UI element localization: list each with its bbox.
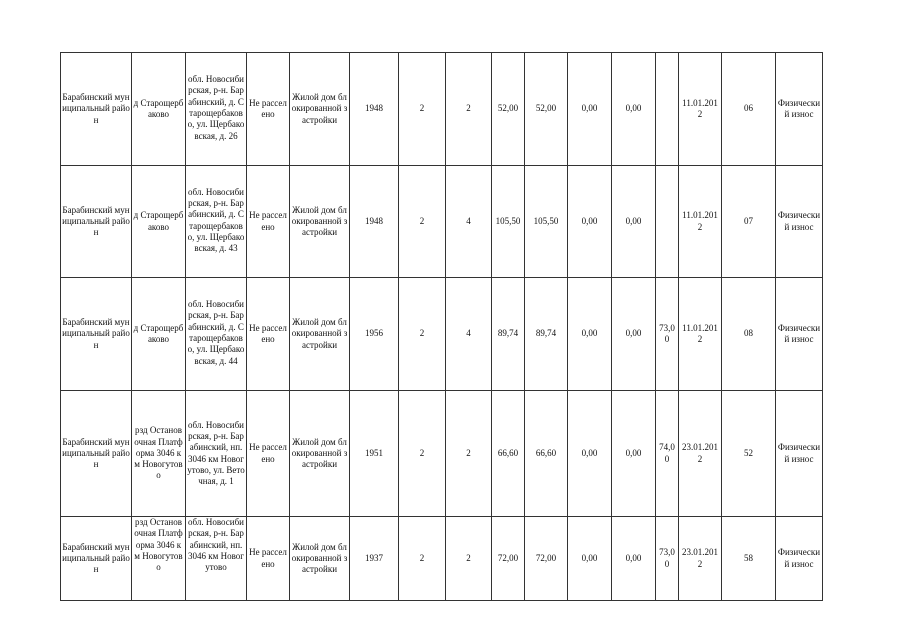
- district-cell: Барабинский муниципальный район: [61, 166, 132, 278]
- district-cell: Барабинский муниципальный район: [61, 53, 132, 166]
- type-cell: Жилой дом блокированной застройки: [290, 53, 350, 166]
- area-b-cell: 0,00: [612, 391, 656, 517]
- area-a-cell: 0,00: [568, 391, 612, 517]
- address-text: обл. Новосибирская, р-н. Барабинский, д. Старощербаково, ул. Щербаковская, д. 26: [187, 74, 245, 141]
- table-row: [61, 53, 823, 166]
- number-cell: 58: [722, 517, 776, 601]
- year-cell: 1951: [350, 391, 399, 517]
- address-text: обл. Новосибирская, р-н. Барабинский, д. Старощербаково, ул. Щербаковская, д. 43: [187, 186, 245, 254]
- area-living-cell: 89,74: [525, 278, 568, 391]
- district-cell: Барабинский муниципальный район: [61, 517, 132, 601]
- housing-table: [60, 52, 823, 601]
- area-total-cell: 52,00: [492, 53, 525, 166]
- address-cell: [186, 517, 247, 601]
- area-b-cell: 0,00: [612, 517, 656, 601]
- address-cell: [186, 391, 247, 517]
- date-cell: 11.01.2012: [679, 278, 722, 391]
- floors-cell: 2: [399, 517, 446, 601]
- year-cell: 1948: [350, 53, 399, 166]
- floors-cell: 2: [399, 391, 446, 517]
- address-cell: [186, 278, 247, 391]
- floors-cell: 2: [399, 166, 446, 278]
- year-cell: 1956: [350, 278, 399, 391]
- number-cell: 07: [722, 166, 776, 278]
- area-a-cell: 0,00: [568, 278, 612, 391]
- housing-table-body: [61, 53, 823, 601]
- area-living-cell: 105,50: [525, 166, 568, 278]
- number-cell: 06: [722, 53, 776, 166]
- status-cell: Не расселено: [247, 391, 290, 517]
- number-cell: 52: [722, 391, 776, 517]
- settlement-cell: д Старощербаково: [132, 53, 186, 166]
- floors-cell: 2: [399, 278, 446, 391]
- wear-cell: [656, 166, 679, 278]
- status-cell: Не расселено: [247, 166, 290, 278]
- table-row: [61, 166, 823, 278]
- type-cell: Жилой дом блокированной застройки: [290, 391, 350, 517]
- area-total-cell: 89,74: [492, 278, 525, 391]
- address-cell: [186, 166, 247, 278]
- apartments-cell: 4: [446, 166, 492, 278]
- table-row: [61, 517, 823, 601]
- area-total-cell: 72,00: [492, 517, 525, 601]
- area-b-cell: 0,00: [612, 166, 656, 278]
- status-cell: Не расселено: [247, 278, 290, 391]
- settlement-cell: д Старощербаково: [132, 166, 186, 278]
- area-living-cell: 52,00: [525, 53, 568, 166]
- reason-cell: Физический износ: [776, 53, 823, 166]
- apartments-cell: 4: [446, 278, 492, 391]
- type-cell: Жилой дом блокированной застройки: [290, 166, 350, 278]
- area-living-cell: 72,00: [525, 517, 568, 601]
- type-cell: Жилой дом блокированной застройки: [290, 517, 350, 601]
- status-cell: Не расселено: [247, 517, 290, 601]
- year-cell: 1948: [350, 166, 399, 278]
- type-cell: Жилой дом блокированной застройки: [290, 278, 350, 391]
- address-text: обл. Новосибирская, р-н. Барабинский, д. Старощербаково, ул. Щербаковская, д. 44: [187, 299, 245, 366]
- district-cell: Барабинский муниципальный район: [61, 278, 132, 391]
- settlement-cell: рзд Остановочная Платформа 3046 км Новогутово: [132, 391, 186, 517]
- wear-cell: 74,00: [656, 391, 679, 517]
- area-a-cell: 0,00: [568, 517, 612, 601]
- date-cell: 23.01.2012: [679, 391, 722, 517]
- area-living-cell: 66,60: [525, 391, 568, 517]
- date-cell: 11.01.2012: [679, 53, 722, 166]
- area-a-cell: 0,00: [568, 166, 612, 278]
- apartments-cell: 2: [446, 517, 492, 601]
- area-b-cell: 0,00: [612, 53, 656, 166]
- reason-cell: Физический износ: [776, 278, 823, 391]
- address-text: обл. Новосибирская, р-н. Барабинский, нп. 3046 км Новогутово: [188, 517, 244, 573]
- reason-cell: Физический износ: [776, 517, 823, 601]
- settlement-cell: рзд Остановочная Платформа 3046 км Новогутово: [132, 517, 186, 601]
- date-cell: 23.01.2012: [679, 517, 722, 601]
- district-cell: Барабинский муниципальный район: [61, 391, 132, 517]
- year-cell: 1937: [350, 517, 399, 601]
- wear-cell: [656, 53, 679, 166]
- wear-cell: 73,00: [656, 278, 679, 391]
- table-row: [61, 391, 823, 517]
- address-text: обл. Новосибирская, р-н. Барабинский, нп. 3046 км Новогутово, ул. Веточная, д. 1: [187, 419, 245, 487]
- reason-cell: Физический износ: [776, 166, 823, 278]
- area-a-cell: 0,00: [568, 53, 612, 166]
- table-row: [61, 278, 823, 391]
- apartments-cell: 2: [446, 391, 492, 517]
- area-total-cell: 105,50: [492, 166, 525, 278]
- address-cell: [186, 53, 247, 166]
- status-cell: Не расселено: [247, 53, 290, 166]
- date-cell: 11.01.2012: [679, 166, 722, 278]
- apartments-cell: 2: [446, 53, 492, 166]
- settlement-cell: д Старощербаково: [132, 278, 186, 391]
- wear-cell: 73,00: [656, 517, 679, 601]
- area-b-cell: 0,00: [612, 278, 656, 391]
- area-total-cell: 66,60: [492, 391, 525, 517]
- number-cell: 08: [722, 278, 776, 391]
- reason-cell: Физический износ: [776, 391, 823, 517]
- document-page: [60, 52, 823, 601]
- floors-cell: 2: [399, 53, 446, 166]
